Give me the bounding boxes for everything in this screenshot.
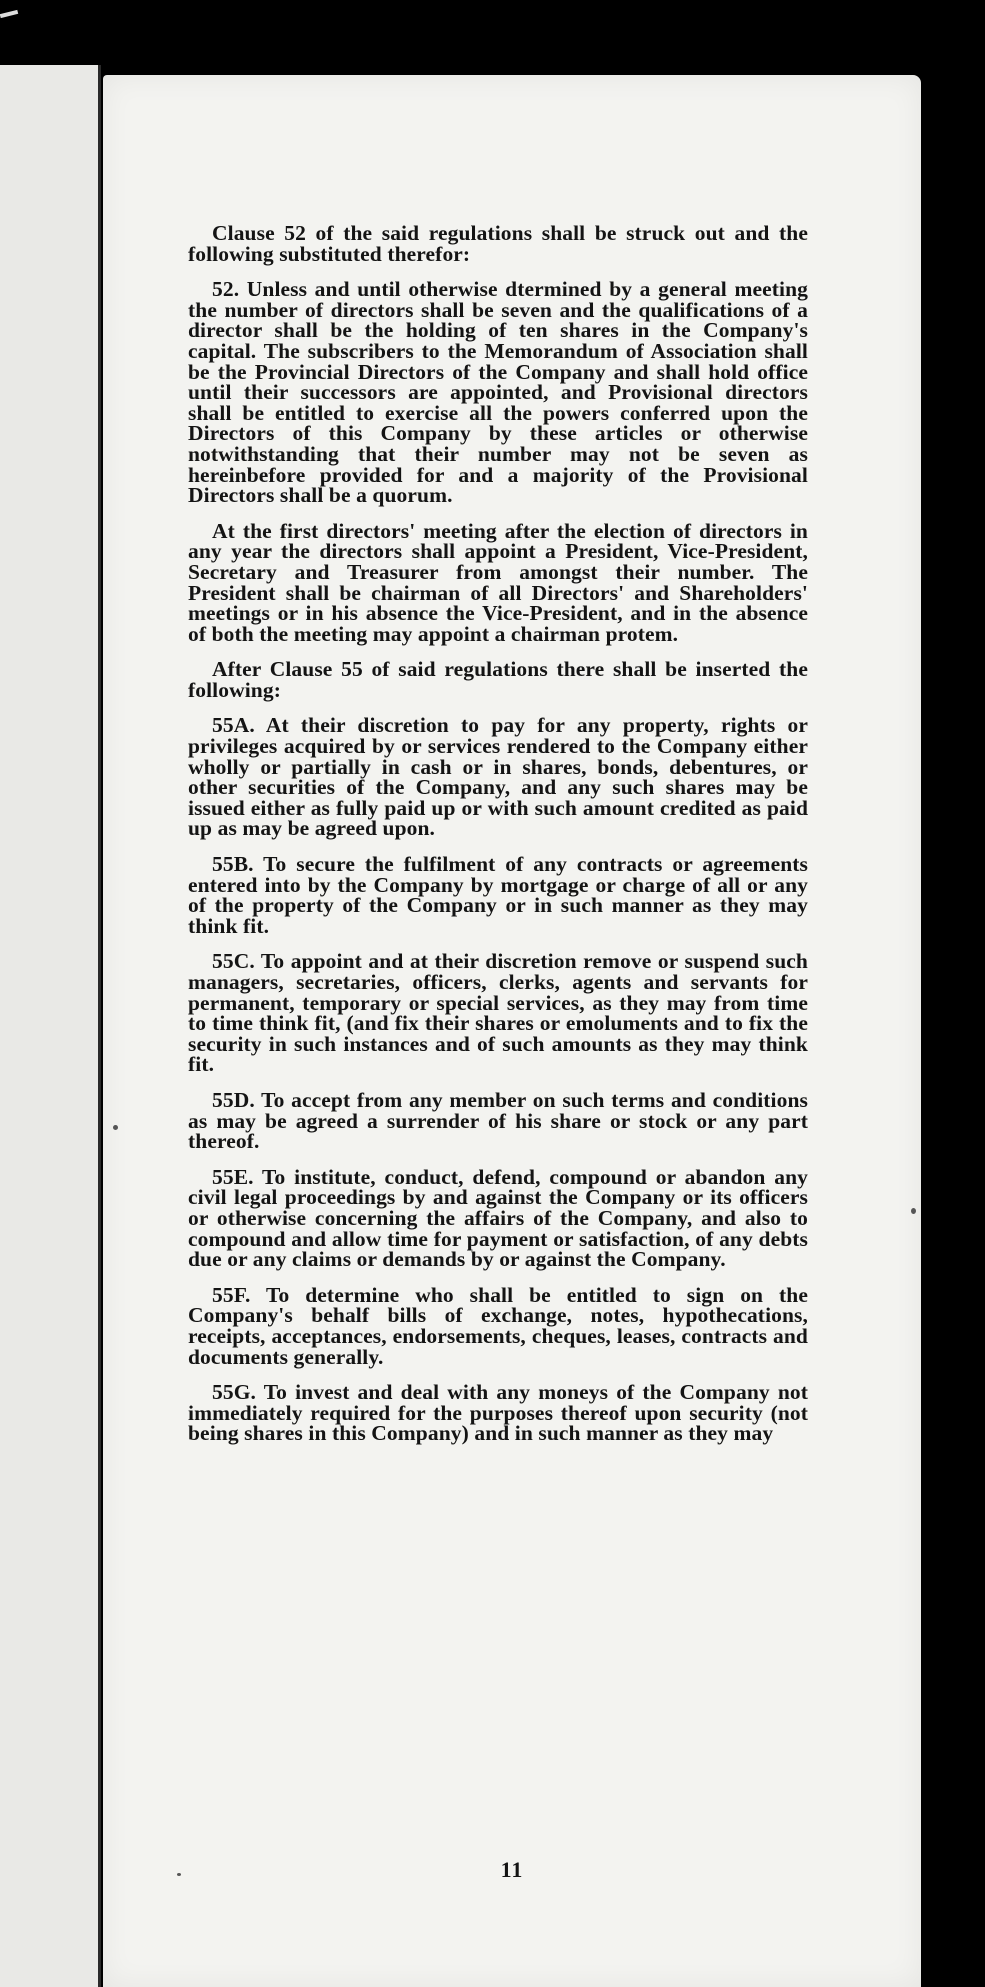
paragraph-52: 52. Unless and until otherwise dtermined by a general meeting the number of directors shall be seven and the qualifications of a director shall be the holding of ten shares in the Company's capital. The subscribers to the Memorandum of Association shall be the Provincial Directors of the Company and shall hold office until their successors are appointed, and Provisional directors shall be entitled to exercise all the powers conferred upon the Directors of this Company by these articles or otherwise notwithstanding that their number may not be seven as hereinbefore provided for and a majority of the Provisional Directors shall be a quorum. — [188, 277, 808, 508]
paragraph-55a: 55A. At their discretion to pay for any property, rights or privileges acquired by or services rendered to the Company either wholly or partially in cash or in shares, bonds, debentures, or other securities of the Company, and any such shares may be issued either as fully paid up or with such amount credited as paid up as may be agreed upon. — [188, 713, 808, 841]
paragraph-55b: 55B. To secure the fulfilment of any contracts or agreements entered into by the Company by mortgage or charge of all or any of the property of the Company or in such manner as they may think fit. — [188, 852, 808, 938]
paragraph-55f: 55F. To determine who shall be entitled to sign on the Company's behalf bills of exchange, notes, hypothecations, receipts, acceptances, endorsements, cheques, leases, contracts and documents generally. — [188, 1282, 808, 1369]
document-body — [188, 223, 808, 1459]
scan-edge-mark — [0, 10, 18, 18]
page-number: 11 — [500, 1857, 524, 1882]
paragraph-55e: 55E. To institute, conduct, defend, compound or abandon any civil legal proceedings by and against the Company or its officers or otherwise concerning the affairs of the Company, and also to compound and allow time for payment or satisfaction, of any debts due or any claims or demands by or against the Company. — [188, 1164, 808, 1272]
paragraph-first-directors-meeting: At the first directors' meeting after the election of directors in any year the directors shall appoint a President, Vice-President, Secretary and Treasurer from amongst their number. The President shall be chairman of all Directors' and Shareholders' meetings or in his absence the Vice-President, and in the absence of both the meeting may appoint a chairman protem. — [188, 518, 808, 646]
scan-speck — [911, 1208, 916, 1214]
paragraph-after-clause-55: After Clause 55 of said regulations there shall be inserted the following: — [188, 657, 808, 702]
paragraph-clause-52-intro: Clause 52 of the said regulations shall be struck out and the following substituted therefor: — [188, 221, 808, 266]
paragraph-55d: 55D. To accept from any member on such terms and conditions as may be agreed a surrender of his share or stock or any part thereof. — [188, 1087, 808, 1154]
document-page — [103, 75, 921, 1987]
paragraph-55g: 55G. To invest and deal with any moneys of the Company not immediately required for the purposes thereof upon security (not being shares in this Company) and in such manner as they may — [188, 1380, 808, 1446]
scan-speck — [113, 1125, 118, 1130]
scan-speck — [177, 1873, 181, 1876]
previous-page-edge — [0, 65, 101, 1987]
paragraph-55c: 55C. To appoint and at their discretion remove or suspend such managers, secretaries, officers, clerks, agents and servants for permanent, temporary or special services, as they may from time to time think fit, (and fix their shares or emoluments and to fix the security in such instances and of such amounts as they may think fit. — [188, 949, 808, 1077]
